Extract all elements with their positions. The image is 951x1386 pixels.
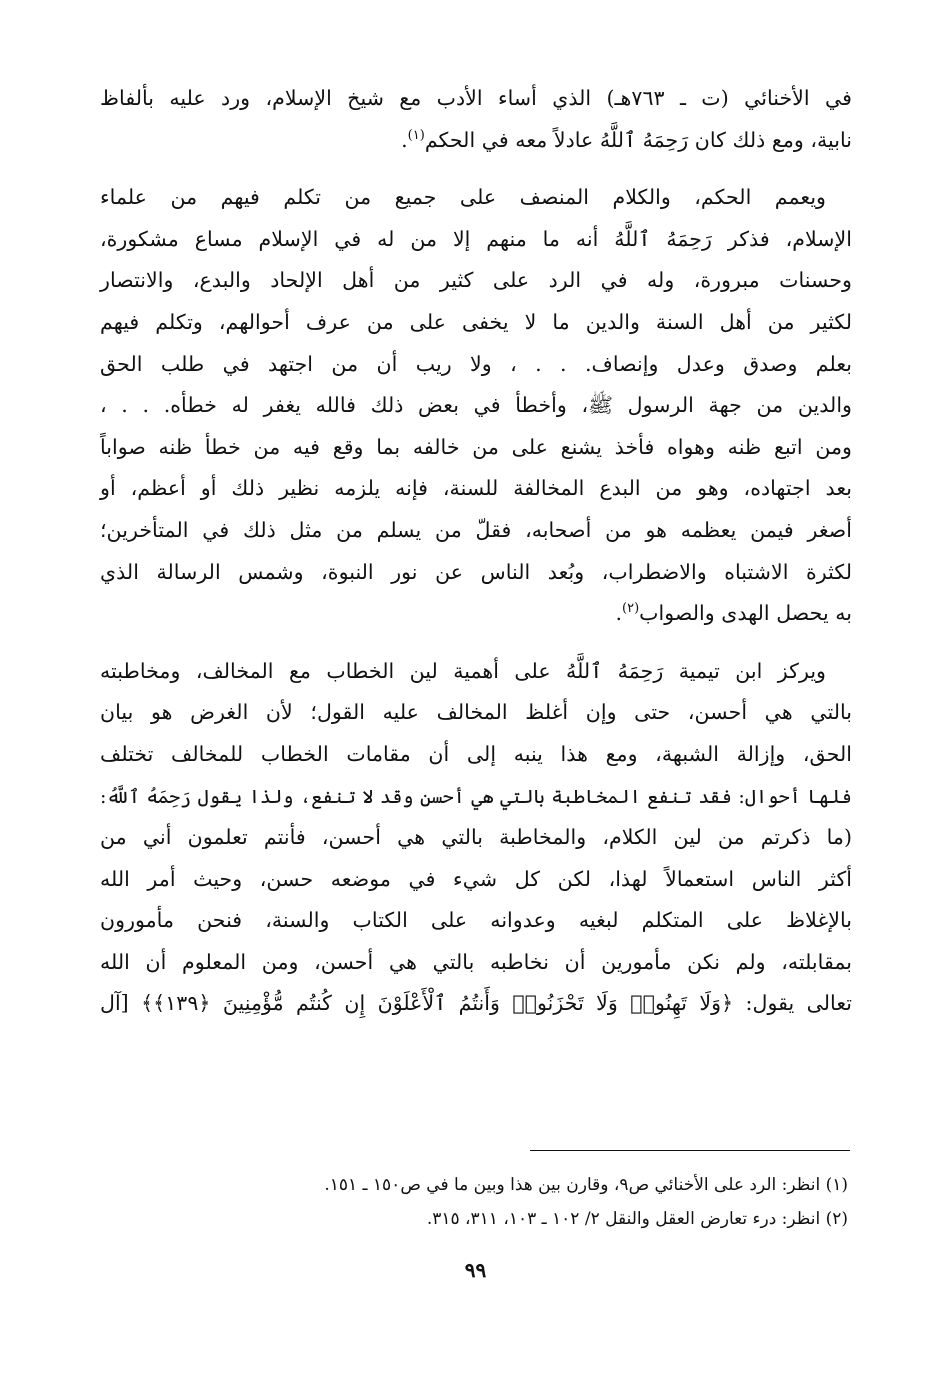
footnotes bbox=[100, 1168, 852, 1236]
text-line: بالإغلاظ على المتكلم لبغيه وعدوانه على الكتاب والسنة، فنحن مأمورون bbox=[100, 908, 852, 933]
text-line: ويركز ابن تيمية رَحِمَهُ ٱللَّهُ على أهمية لين الخطاب مع المخالف، ومخاطبته bbox=[100, 658, 826, 683]
text-line: بعد اجتهاده، وهو من البدع المخالفة للسنة، فإنه يلزمه نظير ذلك أو أعظم، أو bbox=[100, 476, 852, 501]
quran-verse-line: تعالى يقول: ﴿وَلَا تَهِنُوا۟ وَلَا تَحْزَنُوا۟ وَأَنتُمُ ٱلْأَعْلَوْنَ إِن كُنتُم مُّؤْمِنِينَ ﴿١٣٩﴾﴾ [آل bbox=[100, 991, 852, 1016]
page-body bbox=[100, 78, 852, 1025]
text-line: الحق، وإزالة الشبهة، ومع هذا ينبه إلى أن مقامات الخطاب للمخالف تختلف bbox=[100, 741, 852, 766]
text-line bbox=[100, 120, 852, 162]
text-line bbox=[100, 593, 852, 635]
text-line: في الأخنائي (ت ـ ٧٦٣هـ) الذي أساء الأدب مع شيخ الإسلام، ورد عليه بألفاظ bbox=[100, 86, 852, 110]
page-number: ٩٩ bbox=[464, 1258, 487, 1282]
sentence-end: . bbox=[401, 127, 408, 152]
text-line: الإسلام، فذكر رَحِمَهُ ٱللَّهُ أنه ما منهم إلا من له في الإسلام مساع مشكورة، bbox=[100, 226, 852, 251]
text-line: بالتي هي أحسن، حتى وإن أغلظ المخالف عليه القول؛ لأن الغرض هو بيان bbox=[100, 700, 852, 725]
text-line: لكثرة الاشتباه والاضطراب، وبُعد الناس عن نور النبوة، وشمس الرسالة الذي bbox=[100, 559, 852, 584]
paragraph-1 bbox=[100, 78, 852, 161]
text-line: أكثر الناس استعمالاً لهذا، لكن كل شيء في موضعه حسن، وحيث أمر الله bbox=[100, 866, 852, 891]
text-line: بعلم وصدق وعدل وإنصاف. . . ، ولا ريب أن من اجتهد في طلب الحق bbox=[100, 351, 852, 376]
footnote-ref[interactable]: (١) bbox=[407, 127, 425, 143]
text-line: ومن اتبع ظنه وهواه فأخذ يشنع على من خالفه بما وقع فيه من خطأ ظنه صواباً bbox=[100, 434, 852, 459]
text-line: بمقابلته، ولم نكن مأمورين أن نخاطبه بالتي هي أحسن، ومن المعلوم أن الله bbox=[100, 949, 852, 974]
paragraph-2 bbox=[100, 177, 852, 635]
footnote-2: (٢) انظر: درء تعارض العقل والنقل ٢/ ١٠٢ ـ ١٠٣، ٣١١، ٣١٥. bbox=[426, 1209, 848, 1229]
footnote-ref[interactable]: (٢) bbox=[622, 601, 640, 617]
sentence-end: . bbox=[615, 601, 622, 626]
text-line: فلها أحوال: فقد تنفع المخاطبة بالتي هي أحسن وقد لا تنفع، ولذا يقول رَحِمَهُ ٱللَّهُ: bbox=[100, 784, 852, 808]
footnote-1: (١) انظر: الرد على الأخنائي ص٩، وقارن بين هذا وبين ما في ص١٥٠ ـ ١٥١. bbox=[324, 1175, 848, 1195]
text-line: لكثير من أهل السنة والدين ما لا يخفى على من عرف أحوالهم، وتكلم فيهم bbox=[100, 309, 852, 334]
text-line: وحسنات مبرورة، وله في الرد على كثير من أهل الإلحاد والبدع، والانتصار bbox=[100, 268, 852, 293]
text-line: (ما ذكرتم من لين الكلام، والمخاطبة بالتي هي أحسن، فأنتم تعلمون أني من bbox=[100, 825, 852, 850]
text-line: ويعمم الحكم، والكلام المنصف على جميع من تكلم فيهم من علماء bbox=[100, 185, 826, 210]
text-line-content: نابية، ومع ذلك كان رَحِمَهُ ٱللَّهُ عادلاً معه في الحكم bbox=[424, 127, 852, 152]
text-line-content: به يحصل الهدى والصواب bbox=[639, 601, 852, 626]
footnote-divider bbox=[530, 1150, 850, 1151]
text-line: أصغر فيمن يعظمه هو من أصحابه، فقلّ من يسلم من مثل ذلك في المتأخرين؛ bbox=[100, 517, 852, 542]
text-line: والدين من جهة الرسول ﷺ، وأخطأ في بعض ذلك فالله يغفر له خطأه. . . ، bbox=[100, 393, 852, 418]
paragraph-3 bbox=[100, 651, 852, 1025]
